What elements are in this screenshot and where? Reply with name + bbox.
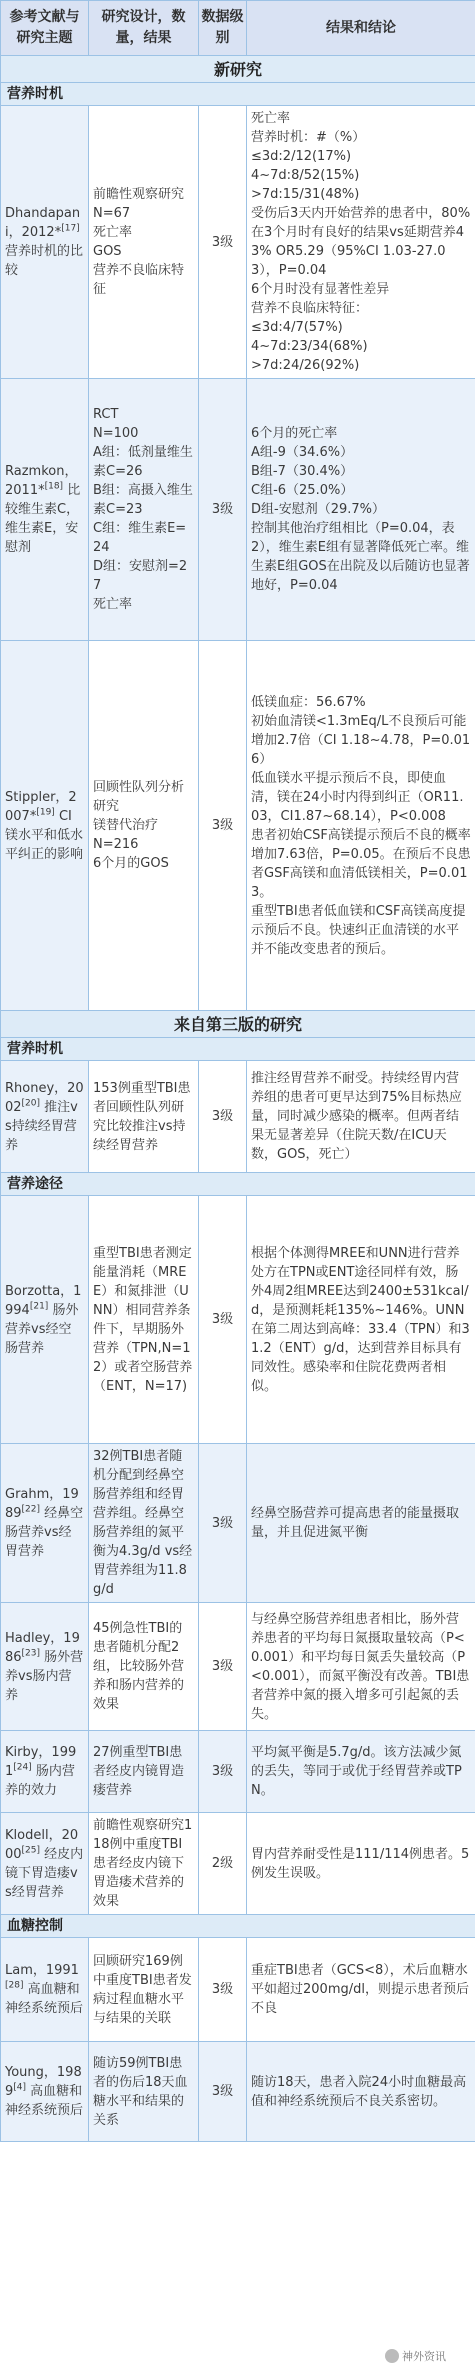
reference-cell xyxy=(1,1603,89,1731)
reference-cell xyxy=(1,1444,89,1603)
design-cell: RCT N=100 A组：低剂量维生素C=26 B组：高摄入维生素C=23 C组：维生素E=24 D组：安慰剂=27 死亡率 xyxy=(89,379,199,641)
reference-cell xyxy=(1,641,89,1011)
reference-cell xyxy=(1,1061,89,1173)
subsection-row-timing-2 xyxy=(1,1038,475,1061)
level-cell: 2级 xyxy=(199,1813,247,1915)
result-cell: 死亡率 营养时机：#（%） ≤3d:2/12(17%) 4~7d:8/52(15%) >7d:15/31(48%) 受伤后3天内开始营养的患者中，80%在3个月时有良好的结果vs延期营养43% OR5.29（95%CI 1.03-27.03），P=0.04 6个月时没有显著性差异 营养不良临床特征： ≤3d:4/7(57%) 4~7d:23/34(68%) >7d:24/26(92%) xyxy=(247,106,475,379)
reference-sup: [25] xyxy=(21,1845,41,1856)
header-col-results: 结果和结论 xyxy=(247,1,475,56)
table-row xyxy=(1,1061,475,1173)
subsection-row-route xyxy=(1,1173,475,1196)
section-row-third xyxy=(1,1011,475,1038)
level-cell: 3级 xyxy=(199,379,247,641)
result-cell: 经鼻空肠营养可提高患者的能量摄取量，并且促进氮平衡 xyxy=(247,1444,475,1603)
reference-topic: 营养时机的比较 xyxy=(5,244,84,278)
reference-topic: CI镁水平和低水平纠正的影响 xyxy=(5,808,84,862)
table-row xyxy=(1,2042,475,2142)
design-cell: 随访59例TBI患者的伤后18天血糖水平和结果的关系 xyxy=(89,2042,199,2142)
section-title-new: 新研究 xyxy=(1,56,475,83)
design-cell: 32例TBI患者随机分配到经鼻空肠营养组和经胃营养组。经鼻空肠营养组的氮平衡为4.3g/d vs经胃营养组为11.8g/d xyxy=(89,1444,199,1603)
table-row xyxy=(1,1603,475,1731)
reference-name: Kirby，1991 xyxy=(5,1745,77,1779)
design-cell: 153例重型TBI患者回顾性队列研究比较推注vs持续经胃营养 xyxy=(89,1061,199,1173)
header-col-design: 研究设计，数量，结果 xyxy=(89,1,199,56)
reference-sup: [4] xyxy=(13,2082,27,2093)
table-row xyxy=(1,379,475,641)
design-cell: 重型TBI患者测定能量消耗（MREE）和氮排泄（UNN）相同营养条件下，早期肠外营养（TPN,N=12）或者空肠营养（ENT，N=17) xyxy=(89,1196,199,1444)
table-row xyxy=(1,1813,475,1915)
reference-name: Borzotta，1994 xyxy=(5,1283,82,1318)
level-cell: 3级 xyxy=(199,1196,247,1444)
result-cell: 6个月的死亡率 A组-9（34.6%） B组-7（30.4%） C组-6（25.0%） D组-安慰剂（29.7%） 控制其他治疗组相比（P=0.04，表2），维生素E组有显著降低死亡率。维生素E组GOS在出院及以后随访也显著地好，P=0.04 xyxy=(247,379,475,641)
level-cell: 3级 xyxy=(199,1938,247,2042)
result-cell: 与经鼻空肠营养组患者相比，肠外营养患者的平均每日氮摄取量较高（P<0.001）和平均每日氮丢失量较高（P<0.001），而氮平衡没有改善。TBI患者营养中氮的摄入增多可引起氮的丢失。 xyxy=(247,1603,475,1731)
subsection-row-timing xyxy=(1,83,475,106)
design-cell: 回顾研究169例中重度TBI患者发病过程血糖水平与结果的关联 xyxy=(89,1938,199,2042)
subsection-row-glucose xyxy=(1,1915,475,1938)
reference-topic: 推注vs持续经胃营养 xyxy=(5,1099,78,1153)
design-cell: 45例急性TBI的患者随机分配2组，比较肠外营养和肠内营养的效果 xyxy=(89,1603,199,1731)
level-cell: 3级 xyxy=(199,1603,247,1731)
reference-sup: [18] xyxy=(44,481,64,492)
wechat-icon xyxy=(385,2349,399,2363)
level-cell: 3级 xyxy=(199,2042,247,2142)
reference-sup: [20] xyxy=(21,1098,41,1109)
subsection-title-timing: 营养时机 xyxy=(1,83,475,106)
level-cell: 3级 xyxy=(199,1731,247,1813)
reference-sup: [21] xyxy=(29,1301,49,1312)
reference-name: Hadley，1986 xyxy=(5,1630,80,1665)
table-row xyxy=(1,641,475,1011)
level-cell: 3级 xyxy=(199,641,247,1011)
subsection-title-route: 营养途径 xyxy=(1,1173,475,1196)
subsection-title-glucose: 血糖控制 xyxy=(1,1915,475,1938)
reference-topic: 肠外营养vs经空肠营养 xyxy=(5,1302,79,1356)
reference-topic: 经皮内镜下胃造瘘vs经胃营养 xyxy=(5,1846,84,1900)
result-cell: 随访18天，患者入院24小时血糖最高值和神经系统预后不良关系密切。 xyxy=(247,2042,475,2142)
reference-name: Young，1989 xyxy=(5,2065,82,2099)
table-row xyxy=(1,1938,475,2042)
watermark-text: 神外资讯 xyxy=(402,2350,446,2363)
reference-cell xyxy=(1,1938,89,2042)
reference-sup: [24] xyxy=(13,1762,32,1773)
reference-topic: 比较维生素C，维生素E，安慰剂 xyxy=(5,483,81,555)
header-col-reference: 参考文献与研究主题 xyxy=(1,1,89,56)
reference-cell xyxy=(1,1731,89,1813)
reference-cell xyxy=(1,1813,89,1915)
reference-cell xyxy=(1,379,89,641)
reference-topic: 高血糖和神经系统预后 xyxy=(5,2084,84,2118)
reference-cell xyxy=(1,1196,89,1444)
reference-name: Rhoney，2002 xyxy=(5,1080,84,1115)
reference-cell xyxy=(1,106,89,379)
subsection-title-timing-2: 营养时机 xyxy=(1,1038,475,1061)
table-row xyxy=(1,106,475,379)
result-cell: 推注经胃营养不耐受。持续经胃内营养组的患者可更早达到75%目标热应量，同时减少感染的概率。但两者结果无显著差异（住院天数/在ICU天数，GOS，死亡） xyxy=(247,1061,475,1173)
result-cell: 胃内营养耐受性是111/114例患者。5例发生误吸。 xyxy=(247,1813,475,1915)
section-title-third: 来自第三版的研究 xyxy=(1,1011,475,1038)
table-row xyxy=(1,1444,475,1603)
design-cell: 前瞻性观察研究 N=67 死亡率 GOS 营养不良临床特征 xyxy=(89,106,199,379)
reference-name: Stippler，2007* xyxy=(5,789,77,824)
reference-topic: 肠内营养的效力 xyxy=(5,1764,75,1798)
reference-name: Razmkon，2011* xyxy=(5,464,78,498)
reference-topic: 高血糖和神经系统预后 xyxy=(5,1982,84,2016)
level-cell: 3级 xyxy=(199,1444,247,1603)
reference-name: Grahm，1989 xyxy=(5,1487,79,1521)
reference-topic: 肠外营养vs肠内营养 xyxy=(5,1649,84,1703)
level-cell: 3级 xyxy=(199,1061,247,1173)
table-row xyxy=(1,1731,475,1813)
design-cell: 27例重型TBI患者经皮内镜胃造瘘营养 xyxy=(89,1731,199,1813)
design-cell: 前瞻性观察研究118例中重度TBI患者经皮内镜下胃造瘘术营养的效果 xyxy=(89,1813,199,1915)
reference-cell xyxy=(1,2042,89,2142)
result-cell: 重症TBI患者（GCS<8），术后血糖水平如超过200mg/dl，则提示患者预后不良 xyxy=(247,1938,475,2042)
design-cell: 回顾性队列分析研究 镁替代治疗 N=216 6个月的GOS xyxy=(89,641,199,1011)
result-cell: 平均氮平衡是5.7g/d。该方法减少氮的丢失，等同于或优于经胃营养或TPN。 xyxy=(247,1731,475,1813)
section-row-new xyxy=(1,56,475,83)
reference-sup: [23] xyxy=(21,1648,41,1659)
result-cell: 低镁血症：56.67% 初始血清镁<1.3mEq/L不良预后可能增加2.7倍（CI 1.18~4.78，P=0.016） 低血镁水平提示预后不良，即使血清，镁在24小时内得到纠正（OR11.03，CI1.87~68.14），P<0.008 患者初始CSF高镁提示预后不良的概率增加7.63倍，P=0.05。在预后不良患者GSF高镁和血清低镁相关，P=0.013。 重型TBI患者低血镁和CSF高镁高度提示预后不良。快速纠正血清镁的水平并不能改变患者的预后。 xyxy=(247,641,475,1011)
reference-sup: [17] xyxy=(61,223,80,234)
reference-topic: 经鼻空肠营养vs经胃营养 xyxy=(5,1506,84,1559)
table-header-row xyxy=(1,1,475,56)
watermark xyxy=(385,2348,446,2364)
reference-name: Klodell，2000 xyxy=(5,1827,79,1862)
table-row xyxy=(1,1196,475,1444)
header-col-level: 数据级别 xyxy=(199,1,247,56)
reference-sup: [28] xyxy=(5,1980,24,1991)
reference-name: Dhandapani，2012* xyxy=(5,206,81,240)
level-cell: 3级 xyxy=(199,106,247,379)
result-cell: 根据个体测得MREE和UNN进行营养处方在TPN或ENT途径同样有效，肠外4周2组MREE达到2400±531kcal/d，是预测耗耗135%~146%。UNN在第二周达到高峰：33.4（TPN）和31.2（ENT）g/d，达到营养目标具有同效性。感染率和住院花费两者相似。 xyxy=(247,1196,475,1444)
reference-sup: [22] xyxy=(21,1504,41,1515)
reference-name: Lam，1991 xyxy=(5,1963,79,1978)
reference-sup: [19] xyxy=(36,807,55,818)
